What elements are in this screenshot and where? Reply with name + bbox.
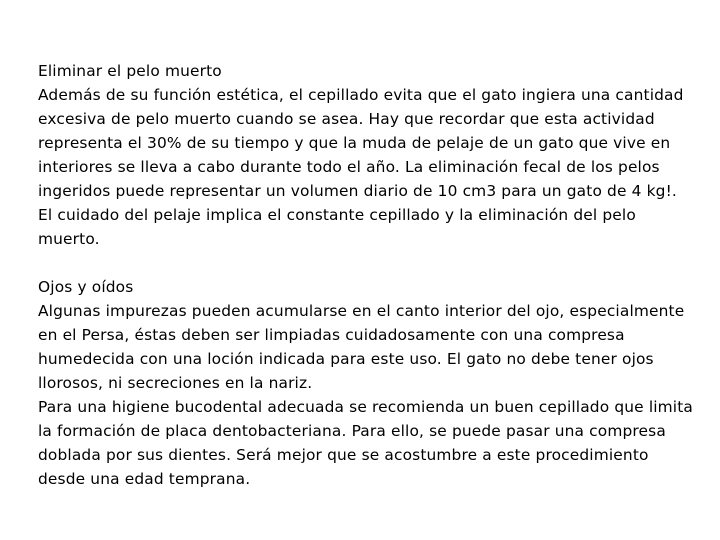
section-heading-eliminar-pelo: Eliminar el pelo muerto [38,62,222,80]
section-heading-ojos-oidos: Ojos y oídos [38,278,134,296]
paragraph-bucodental: Para una higiene bucodental adecuada se recomienda un buen cepillado que limita la formación de placa dentobacteriana. Para ello, se puede pasar una compresa doblada por sus dientes. Será mejor que se acostumbre a este procedimiento desde una edad temprana. [38,398,694,488]
paragraph-cepillado: Además de su función estética, el cepillado evita que el gato ingiera una cantidad excesiva de pelo muerto cuando se asea. Hay que recordar que esta actividad representa el 30% de su tiempo y que la muda de pelaje de un gato que vive en interiores se lleva a cabo durante todo el año. La eliminación fecal de los pelos ingeridos puede representar un volumen diario de 10 cm3 para un gato de 4 kg!. [38,86,684,200]
text-body [38,59,698,491]
paragraph-ojos: Algunas impurezas pueden acumularse en el canto interior del ojo, especialmente en el Persa, éstas deben ser limpiadas cuidadosamente con una compresa humedecida con una loción indicada para este uso. El gato no debe tener ojos llorosos, ni secreciones en la nariz. [38,302,685,392]
section-spacer [38,251,698,275]
paragraph-cuidado-pelaje: El cuidado del pelaje implica el constante cepillado y la eliminación del pelo muerto. [38,206,636,248]
